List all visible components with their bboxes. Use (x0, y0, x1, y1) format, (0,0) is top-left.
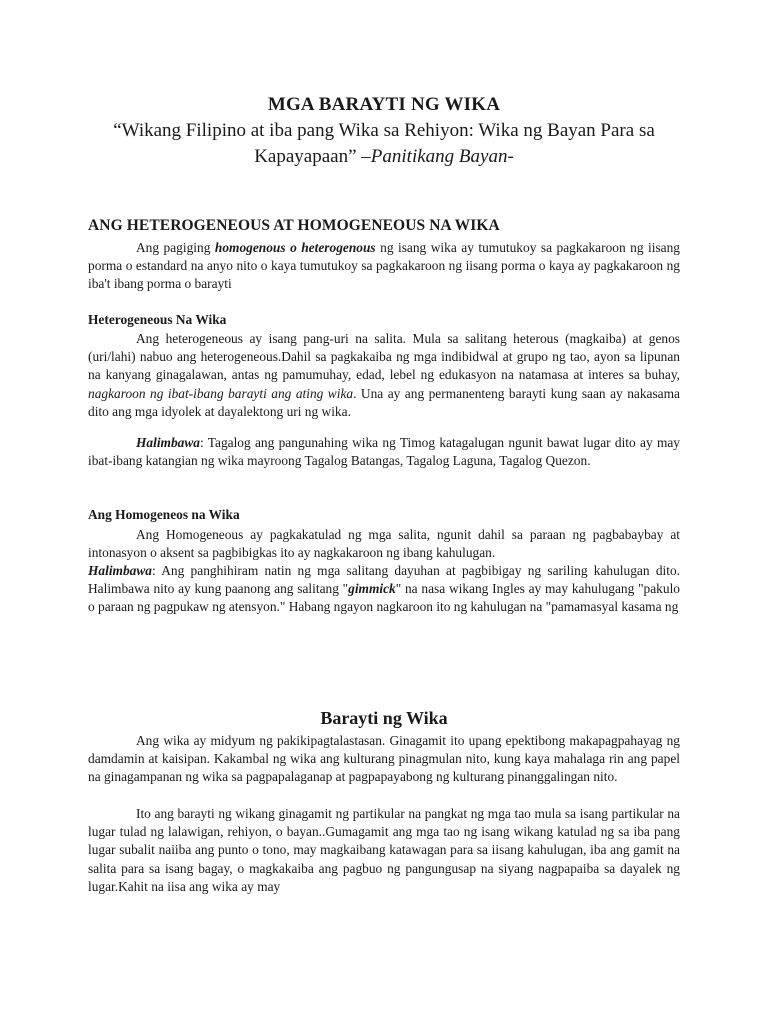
subtitle-italic: Panitikang Bayan- (370, 146, 514, 167)
subtitle-line-2: Kapayapaan” – (254, 146, 371, 167)
barayti-paragraph-1: Ang wika ay midyum ng pakikipagtalastasan. Ginagamit ito upang epektibong makapagpahayag ng damdamin at kaisipan. Kakambal ng wika ang kulturang pinagmulan nito, kung kaya mahalaga rin ang papel na ginagampanan ng wika sa pagpapalaganap at pagpapayabong ng kulturang pinanggalingan nito. (88, 733, 680, 785)
barayti-heading: Barayti ng Wika (320, 708, 448, 728)
document-title: MGA BARAYTI NG WIKA (267, 94, 501, 115)
example-label: Halimbawa (88, 563, 152, 578)
intro-bold-term: homogenous o heterogenous (214, 240, 376, 255)
title-block (84, 92, 684, 170)
homogeneous-paragraph: Ang Homogeneous ay pagkakatulad ng mga salita, ngunit dahil sa paraan ng pagbabaybay at intonasyon o aksent sa pagbibigkas ito ay nagkakaroon ng ibang kahulugan. (88, 527, 680, 561)
homogeneous-heading: Ang Homogeneos na Wika (88, 507, 240, 522)
heterogeneous-italic-phrase: nagkaroon ng ibat-ibang barayti ang ating wika (88, 385, 354, 401)
gimmick-term: gimmick (348, 581, 396, 597)
subtitle-line-1: “Wikang Filipino at iba pang Wika sa Rehiyon: Wika ng Bayan Para sa (113, 120, 655, 141)
heterogeneous-paragraph: Ang heterogeneous ay isang pang-uri na salita. Mula sa salitang heterous (magkaiba) at genos (uri/lahi) nabuo ang heterogeneous.Dahil sa pagkakaiba ng mga indibidwal at grupo ng tao, ayon sa lipunan na kanyang ginagalawan, antas ng pamumuhay, edad, lebel ng edukasyon na natamasa at interes sa buhay, nagkaroon ng ibat-ibang barayti ang ating wika. Una ay ang permanenteng barayti kung saan ay nakasama dito ang mga idyolek at dayalektong uri ng wika. (88, 331, 680, 419)
document-subtitle (84, 118, 684, 170)
example-label: Halimbawa (136, 435, 200, 450)
heterogeneous-example: Halimbawa: Tagalog ang pangunahing wika ng Timog katagalugan ngunit bawat lugar dito ay may ibat-ibang katangian ng wika mayroong Tagalog Batangas, Tagalog Laguna, Tagalog Quezon. (88, 435, 680, 469)
intro-paragraph: Ang pagiging homogenous o heterogenous ng isang wika ay tumutukoy sa pagkakaroon ng iisang porma o estandard na anyo nito o kaya tumutukoy sa pagkakaroon ng iisang porma o kaya ay pagkakaroon ng iba't ibang porma o barayti (88, 240, 680, 292)
homogeneous-example: Halimbawa: Ang panghihiram natin ng mga salitang dayuhan at pagbibigay ng sariling kahulugan dito. Halimbawa nito ay kung paanong ang salitang "gimmick" na nasa wikang Ingles ay may kahulugang "pakulo o paraan ng pagpukaw ng atensyon." Habang ngayon nagkaroon ito ng kahulugan na "pamamasyal kasama ng (88, 563, 680, 615)
heterogeneous-heading: Heterogeneous Na Wika (88, 312, 227, 327)
barayti-paragraph-2: Ito ang barayti ng wikang ginagamit ng partikular na pangkat ng mga tao mula sa isang partikular na lugar tulad ng lalawigan, rehiyon, o bayan..Gumagamit ang mga tao ng isang wikang katulad ng sa iba pang lugar subalit naiiba ang punto o tono, may magkaibang katawagan para sa iisang kahulugan, iba ang gamit na salita para sa isang bagay, o magkakaiba ang pagbuo ng pangungusap na siyang nagpapaiba sa dayalek ng lugar.Kahit na iisa ang wika ay may (88, 806, 680, 894)
section-heading-heterogeneous-homogeneous: ANG HETEROGENEOUS AT HOMOGENEOUS NA WIKA (88, 217, 500, 234)
